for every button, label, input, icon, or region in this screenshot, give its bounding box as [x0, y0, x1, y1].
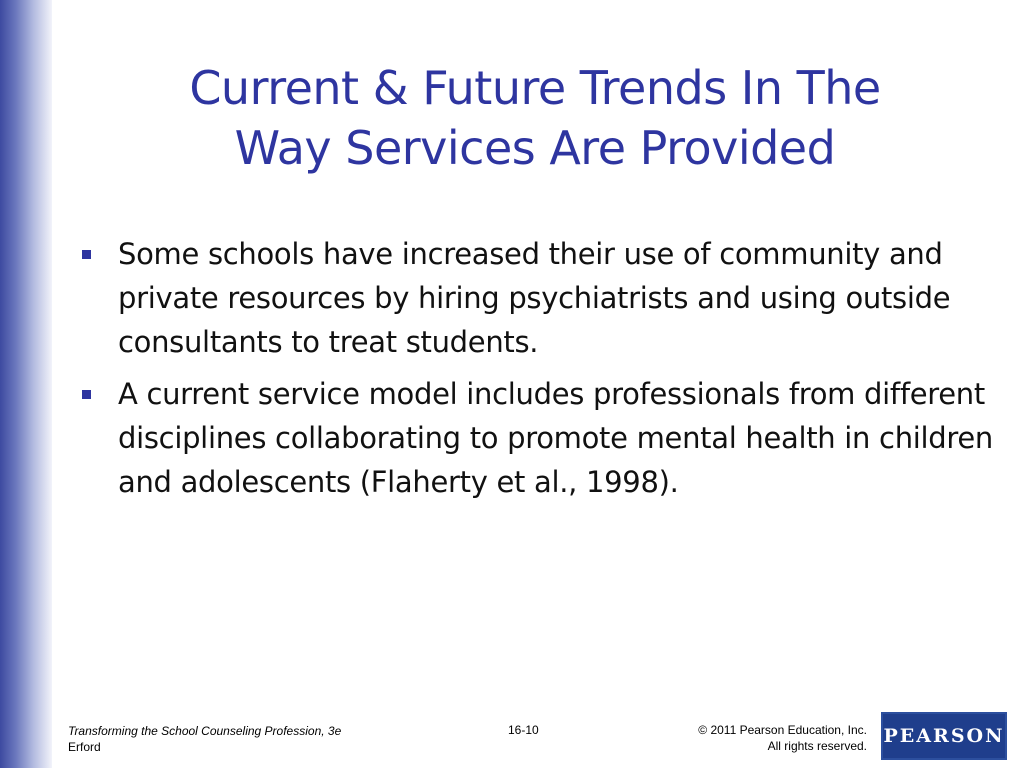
footer-book-info: [68, 723, 341, 755]
square-bullet-icon: [82, 250, 91, 259]
footer-author: Erford: [68, 740, 101, 754]
copyright-line-2: All rights reserved.: [767, 739, 867, 753]
pearson-logo-text: PEARSON: [883, 725, 1005, 747]
footer-book-title: Transforming the School Counseling Profession, 3e: [68, 724, 342, 738]
slide-title-line-1: Current & Future Trends In The: [189, 61, 881, 115]
copyright-line-1: © 2011 Pearson Education, Inc.: [698, 723, 867, 737]
bullet-list: [80, 232, 1000, 512]
footer-copyright: [698, 722, 867, 754]
bullet-item: [80, 372, 1000, 504]
pearson-logo: [881, 712, 1007, 760]
slide-title: [60, 58, 1010, 178]
bullet-text: A current service model includes professionals from different disciplines collaborating to promote mental health in children and adolescents (Flaherty et al., 1998).: [118, 377, 994, 499]
bullet-text: Some schools have increased their use of community and private resources by hiring psychiatrists and using outside consultants to treat students.: [118, 237, 951, 359]
footer-page-number: 16-10: [508, 723, 539, 737]
bullet-item: [80, 232, 1000, 364]
left-gradient-bar: [0, 0, 52, 768]
square-bullet-icon: [82, 390, 91, 399]
slide-title-line-2: Way Services Are Provided: [234, 121, 836, 175]
